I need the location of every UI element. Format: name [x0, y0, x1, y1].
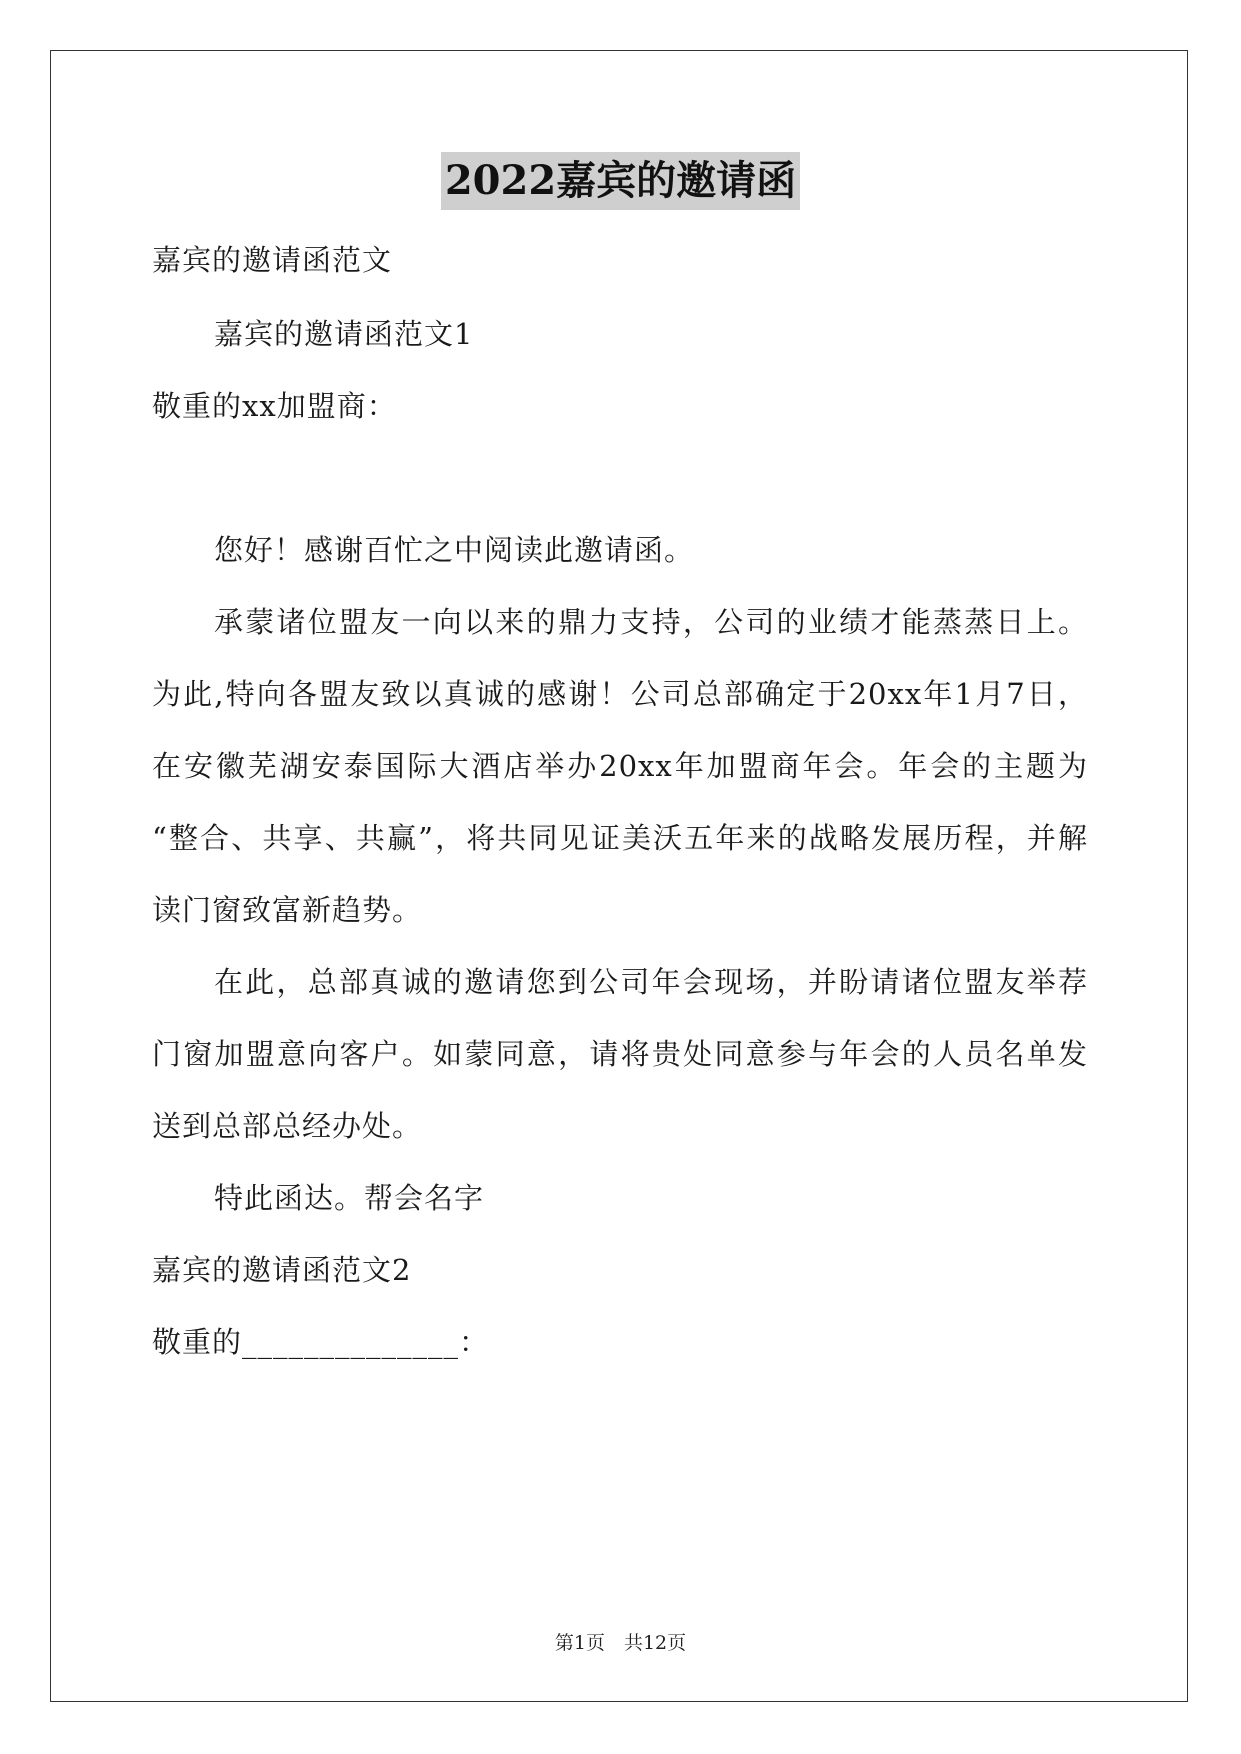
paragraph-line: 您好！感谢百忙之中阅读此邀请函。	[214, 533, 695, 567]
page-footer: 第1页 共12页	[554, 1632, 687, 1654]
document-title: 2022嘉宾的邀请函	[441, 152, 800, 210]
title-container	[0, 152, 1241, 210]
paragraph-line: 读门窗致富新趋势。	[152, 893, 423, 927]
paragraph-line: “整合、共享、共赢”，将共同见证美沃五年来的战略发展历程，并解	[152, 821, 1088, 855]
heading-line: 嘉宾的邀请函范文	[152, 243, 393, 277]
section-heading-2: 嘉宾的邀请函范文2	[152, 1253, 412, 1287]
paragraph-line: 送到总部总经办处。	[152, 1109, 423, 1143]
paragraph-line: 门窗加盟意向客户。如蒙同意，请将贵处同意参与年会的人员名单发	[152, 1037, 1088, 1071]
section-heading-1: 嘉宾的邀请函范文1	[214, 317, 474, 351]
closing-line: 特此函达。帮会名字	[214, 1181, 485, 1215]
page-border	[50, 50, 1188, 1702]
paragraph-line: 承蒙诸位盟友一向以来的鼎力支持，公司的业绩才能蒸蒸日上。	[214, 605, 1088, 639]
paragraph-line: 在安徽芜湖安泰国际大酒店举办20xx年加盟商年会。年会的主题为	[152, 749, 1088, 783]
salutation: 敬重的xx加盟商：	[152, 389, 397, 423]
paragraph-line: 在此，总部真诚的邀请您到公司年会现场，并盼请诸位盟友举荐	[214, 965, 1088, 999]
salutation-blank: 敬重的______________：	[152, 1325, 490, 1359]
paragraph-line: 为此,特向各盟友致以真诚的感谢！公司总部确定于20xx年1月7日，	[152, 677, 1088, 711]
